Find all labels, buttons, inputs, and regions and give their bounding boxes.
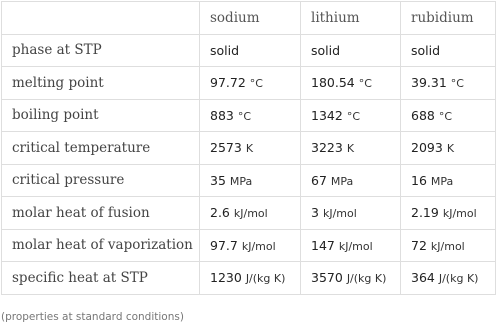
value-unit: °C: [237, 109, 252, 123]
value-number: 97.7: [210, 237, 238, 253]
value-cell: [200, 197, 301, 230]
value-number: 2.19: [411, 205, 439, 221]
value-unit: kJ/mol: [430, 239, 465, 253]
corner-cell: [2, 2, 200, 35]
value-number: 147: [311, 237, 335, 253]
row-label: melting point: [2, 67, 200, 100]
value-unit: °C: [438, 109, 453, 123]
value-cell: [200, 262, 301, 295]
value-number: 97.72: [210, 75, 246, 91]
value-number: 35: [210, 172, 226, 188]
footnote: (properties at standard conditions): [1, 311, 184, 323]
row-label: molar heat of fusion: [2, 197, 200, 230]
value-unit: kJ/mol: [338, 239, 373, 253]
value-unit: kJ/mol: [241, 239, 276, 253]
table-row: [2, 67, 496, 100]
value-cell: [401, 197, 496, 230]
value-unit: kJ/mol: [233, 207, 268, 221]
value-unit: J/(kg K): [245, 272, 286, 286]
value-number: 883: [210, 107, 234, 123]
value-cell: [200, 99, 301, 132]
value-number: 16: [411, 172, 427, 188]
value-unit: kJ/mol: [322, 207, 357, 221]
value-number: 3: [311, 205, 319, 221]
value-number: 688: [411, 107, 435, 123]
header-row: [2, 2, 496, 35]
value-number: 67: [311, 172, 327, 188]
row-label: specific heat at STP: [2, 262, 200, 295]
value-cell: [401, 34, 496, 67]
value-unit: °C: [249, 77, 263, 91]
value-cell: [200, 34, 301, 67]
value-cell: [301, 132, 401, 165]
row-label: molar heat of vaporization: [2, 229, 200, 262]
value-number: 3570: [311, 270, 343, 286]
value-unit: °C: [358, 77, 372, 91]
table-body: [2, 34, 496, 294]
value-number: solid: [210, 42, 240, 58]
value-cell: [401, 164, 496, 197]
row-label: boiling point: [2, 99, 200, 132]
value-cell: [401, 67, 496, 100]
value-cell: [200, 229, 301, 262]
value-number: 39.31: [411, 75, 447, 91]
value-cell: [200, 67, 301, 100]
value-unit: kJ/mol: [442, 207, 477, 221]
value-number: 364: [411, 270, 435, 286]
value-number: 1342: [311, 107, 343, 123]
column-header-rubidium: rubidium: [401, 2, 496, 35]
value-cell: [200, 132, 301, 165]
value-cell: [301, 164, 401, 197]
value-unit: K: [446, 142, 455, 156]
row-label: phase at STP: [2, 34, 200, 67]
value-number: 2093: [411, 140, 443, 156]
value-cell: [301, 99, 401, 132]
table-row: [2, 197, 496, 230]
value-cell: [301, 197, 401, 230]
value-cell: [401, 99, 496, 132]
value-number: solid: [411, 42, 441, 58]
table-row: [2, 99, 496, 132]
value-cell: [401, 132, 496, 165]
value-unit: MPa: [430, 174, 454, 188]
value-unit: K: [346, 142, 355, 156]
value-unit: J/(kg K): [346, 272, 387, 286]
value-cell: [301, 67, 401, 100]
value-number: solid: [311, 42, 341, 58]
value-number: 1230: [210, 270, 242, 286]
value-cell: [401, 262, 496, 295]
column-header-lithium: lithium: [301, 2, 401, 35]
value-number: 72: [411, 237, 427, 253]
table-row: [2, 34, 496, 67]
value-unit: K: [245, 142, 254, 156]
value-number: 2573: [210, 140, 242, 156]
value-unit: MPa: [330, 174, 354, 188]
table-row: [2, 229, 496, 262]
value-unit: °C: [450, 77, 464, 91]
column-header-sodium: sodium: [200, 2, 301, 35]
value-cell: [301, 262, 401, 295]
value-unit: MPa: [229, 174, 253, 188]
table-row: [2, 164, 496, 197]
table-row: [2, 132, 496, 165]
value-cell: [301, 34, 401, 67]
value-cell: [401, 229, 496, 262]
value-number: 180.54: [311, 75, 355, 91]
value-number: 3223: [311, 140, 343, 156]
value-number: 2.6: [210, 205, 230, 221]
row-label: critical pressure: [2, 164, 200, 197]
value-unit: °C: [346, 109, 360, 123]
value-unit: J/(kg K): [438, 272, 479, 286]
properties-table: [1, 1, 496, 295]
row-label: critical temperature: [2, 132, 200, 165]
value-cell: [301, 229, 401, 262]
table-row: [2, 262, 496, 295]
value-cell: [200, 164, 301, 197]
